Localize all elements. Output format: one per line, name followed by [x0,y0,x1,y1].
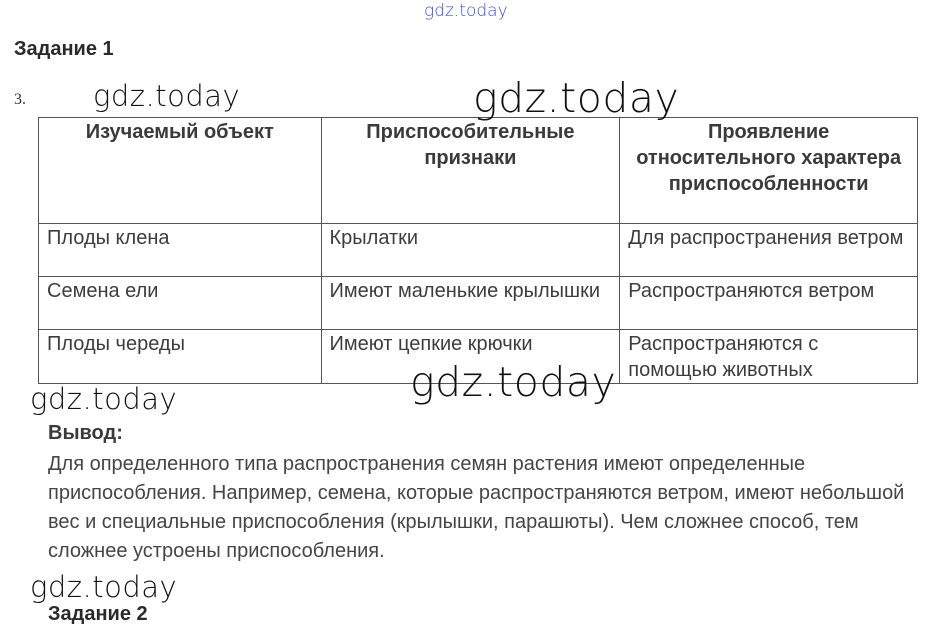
cell-traits: Имеют маленькие крылышки [321,277,620,330]
header-adaptive-traits: Приспособительные признаки [321,118,620,224]
cell-object: Семена ели [39,277,322,330]
header-relative-adaptation: Проявление относительного характера приспособленности [620,118,918,224]
cell-object: Плоды череды [39,330,322,384]
cell-relative: Распространяются ветром [620,277,918,330]
cell-relative: Распространяются с помощью животных [620,330,918,384]
task-1-title: Задание 1 [14,38,114,60]
adaptations-table [38,117,918,384]
watermark: gdz.today [410,358,617,406]
conclusion-text: Для определенного типа распространения семян растения имеют определенные приспособления. Например, семена, которые распространяются ветром, имеют небольшой вес и специальные приспособления (крылышки, парашюты). Чем сложнее способ, тем сложнее устроены приспособления. [48,453,905,562]
task-2-title: Задание 2 [48,603,148,625]
header-studied-object: Изучаемый объект [39,118,322,224]
watermark: gdz.today [93,79,241,113]
watermark-top: gdz.today [424,1,508,21]
table-row [39,224,918,277]
watermark: gdz.today [30,570,178,604]
item-number: 3. [14,91,26,108]
table-row [39,277,918,330]
watermark: gdz.today [473,74,680,122]
watermark: gdz.today [30,382,178,416]
table-header-row [39,118,918,224]
cell-traits: Крылатки [321,224,620,277]
cell-relative: Для распространения ветром [620,224,918,277]
conclusion-title: Вывод: [48,422,123,444]
cell-object: Плоды клена [39,224,322,277]
cell-traits: Имеют цепкие крючки [321,330,620,384]
